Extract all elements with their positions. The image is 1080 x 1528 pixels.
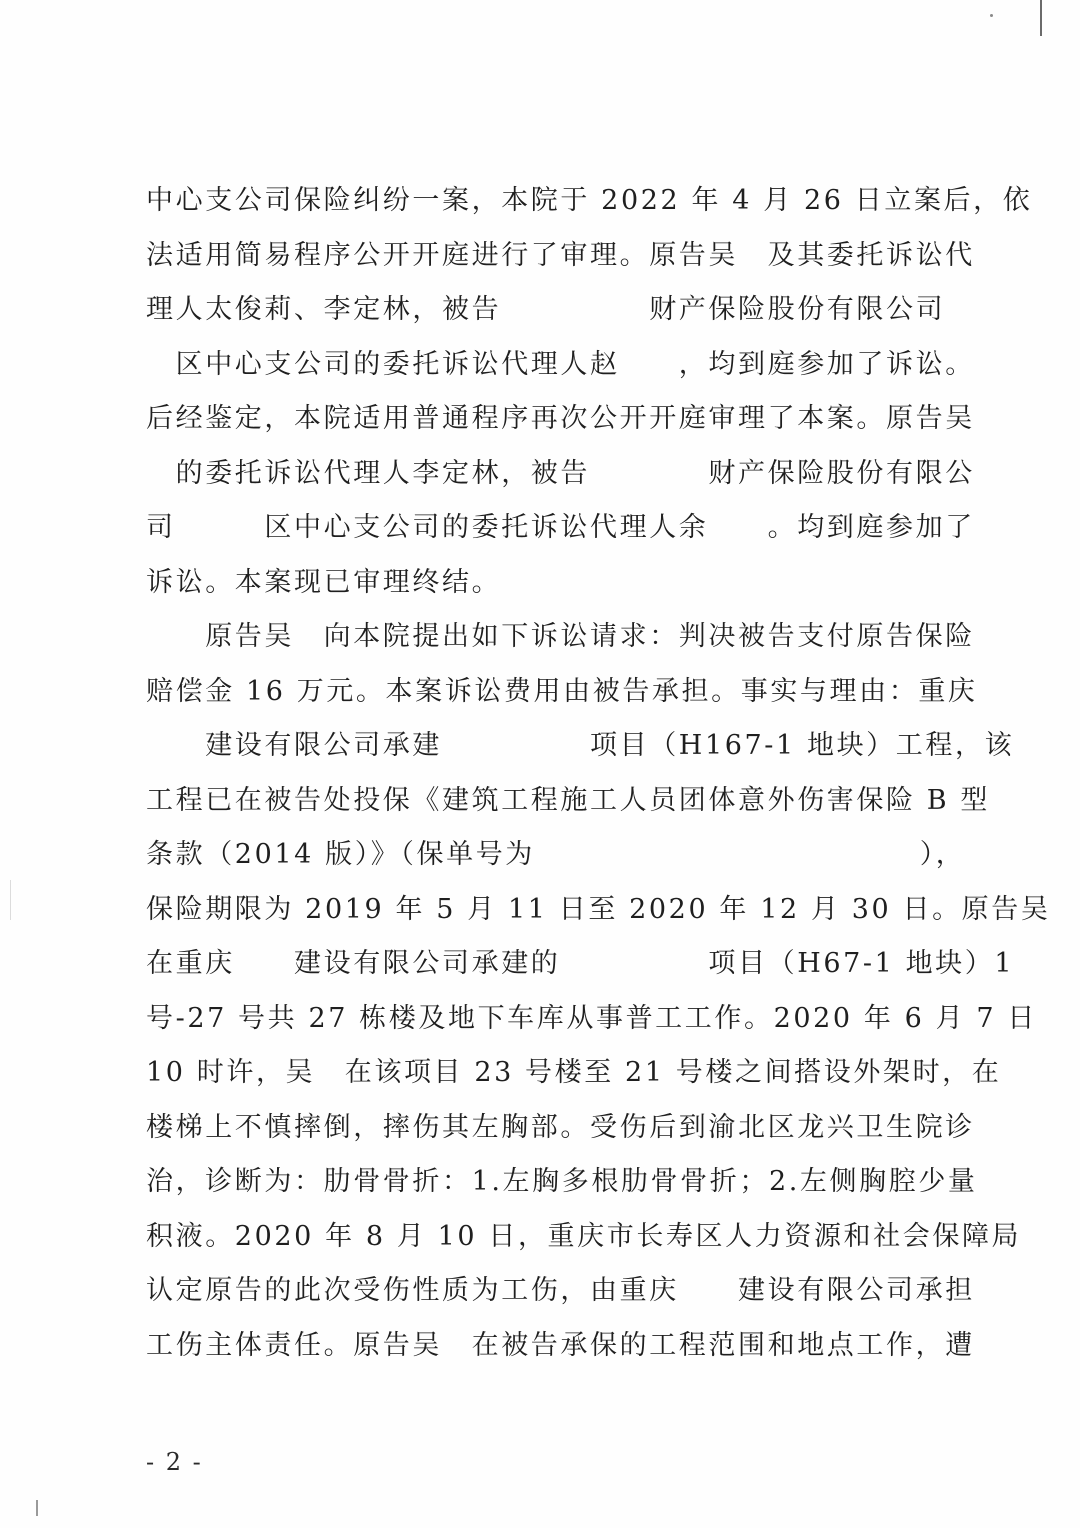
text-line: 的委托诉讼代理人李定林，被告 财产保险股份有限公 [146,457,975,489]
text-line: 司 区中心支公司的委托诉讼代理人余 。均到庭参加了 [146,512,975,543]
judgment-body-text [146,174,1051,1373]
text-line: 工伤主体责任。原告吴 在被告承保的工程范围和地点工作，遭 [146,1329,975,1361]
text-line: 建设有限公司承建 项目（H167-1 地块）工程，该 [146,730,1015,761]
text-line: 法适用简易程序公开开庭进行了审理。原告吴 及其委托诉讼代 [146,239,975,271]
text-line: 治，诊断为：肋骨骨折：1.左胸多根肋骨骨折；2.左侧胸腔少量 [146,1166,978,1197]
text-line: 条款（2014 版）》（保单号为 ）， [146,839,966,870]
text-line: 号-27 号共 27 栋楼及地下车库从事普工工作。2020 年 6 月 7 日 [146,1002,1037,1034]
text-line: 区中心支公司的委托诉讼代理人赵 ，均到庭参加了诉讼。 [146,348,975,380]
text-line: 后经鉴定，本院适用普通程序再次公开开庭审理了本案。原告吴 [146,403,975,434]
text-line: 10 时许，吴 在该项目 23 号楼至 21 号楼之间搭设外架时，在 [146,1057,1002,1088]
scan-edge-mark [1040,0,1042,36]
text-line: 在重庆 建设有限公司承建的 项目（H67-1 地块）1 [146,948,1015,979]
scan-dust-mark [990,14,993,17]
text-line: 原告吴 向本院提出如下诉讼请求：判决被告支付原告保险 [146,621,975,652]
scan-fold-mark [10,880,11,920]
scan-margin-mark [36,1500,38,1516]
text-line: 理人太俊莉、李定林，被告 财产保险股份有限公司 [146,294,946,325]
text-line: 工程已在被告处投保《建筑工程施工人员团体意外伤害保险 B 型 [146,784,991,816]
text-line: 保险期限为 2019 年 5 月 11 日至 2020 年 12 月 30 日。原告吴 [146,893,1051,925]
text-line: 中心支公司保险纠纷一案，本院于 2022 年 4 月 26 日立案后，依 [146,185,1033,216]
page-number: - 2 - [146,1448,203,1476]
text-line: 诉讼。本案现已审理终结。 [146,566,502,598]
text-line: 赔偿金 16 万元。本案诉讼费用由被告承担。事实与理由：重庆 [146,675,978,707]
text-line: 认定原告的此次受伤性质为工伤，由重庆 建设有限公司承担 [146,1275,975,1306]
text-line: 楼梯上不慎摔倒，摔伤其左胸部。受伤后到渝北区龙兴卫生院诊 [146,1111,975,1143]
text-line: 积液。2020 年 8 月 10 日，重庆市长寿区人力资源和社会保障局 [146,1220,1022,1252]
